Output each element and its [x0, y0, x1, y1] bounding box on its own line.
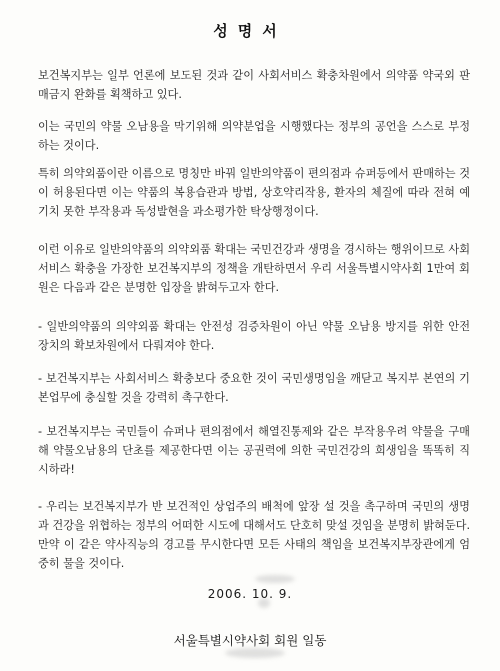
bullet-item-3: - 보건복지부는 국민들이 슈퍼나 편의점에서 해열진통제와 같은 부작용우려 약물을 구매해 약물오남용의 단초를 제공한다면 이는 공권력에 의한 국민건강의 희생임을 똑똑히 직시하라! — [38, 425, 470, 476]
bullet-item-2: - 보건복지부는 사회서비스 확충보다 중요한 것이 국민생명임을 깨닫고 복지부 본연의 기본업무에 충실할 것을 강력히 촉구한다. — [38, 372, 470, 404]
paragraph-2: 이는 국민의 약물 오남용을 막기위해 의약분업을 시행했다는 정부의 공언을 스스로 부정하는 것이다. — [38, 120, 470, 152]
paragraph-4: 이런 이유로 일반의약품의 의약외품 확대는 국민건강과 생명을 경시하는 행위이므로 사회서비스 확충을 가장한 보건복지부의 정책을 개탄하면서 우리 서울특별시약사회 1만여 회원은 다음과 같은 분명한 입장을 밝혀두고자 한다. — [38, 243, 470, 294]
paragraph-1: 보건복지부는 일부 언론에 보도된 것과 같이 사회서비스 확충차원에서 의약품 약국외 판매금지 완화를 획책하고 있다. — [38, 69, 470, 101]
paragraph-3: 특히 의약외품이란 이름으로 명칭만 바꿔 일반의약품이 편의점과 슈퍼등에서 판매하는 것이 허용된다면 이는 약품의 복용습관과 방법, 상호약리작용, 환자의 체질에 따라 전혀 예기치 못한 부작용과 독성발현을 과소평가한 탁상행정이다. — [38, 167, 470, 218]
signature-line: 서울특별시약사회 회원 일동 — [173, 633, 327, 648]
bullet-item-1: - 일반의약품의 의약외품 확대는 안전성 검증차원이 아닌 약물 오남용 방지를 위한 안전장치의 확보차원에서 다뤄져야 한다. — [38, 320, 470, 352]
bullet-item-4: - 우리는 보건복지부가 반 보건적인 상업주의 배척에 앞장 설 것을 촉구하며 국민의 생명과 건강을 위협하는 정부의 어떠한 시도에 대해서도 단호히 맞설 것임을 분명히 밝혀둔다. 만약 이 같은 약사직능의 경고를 무시한다면 모든 사태의 책임을 보건복지부장관에게 엄중히 물을 것이다. — [38, 500, 470, 570]
document-title: 성명서 — [213, 22, 287, 40]
document-date: 2006. 10. 9. — [207, 587, 293, 601]
scan-smudge — [225, 648, 285, 658]
scan-smudge — [255, 575, 295, 583]
